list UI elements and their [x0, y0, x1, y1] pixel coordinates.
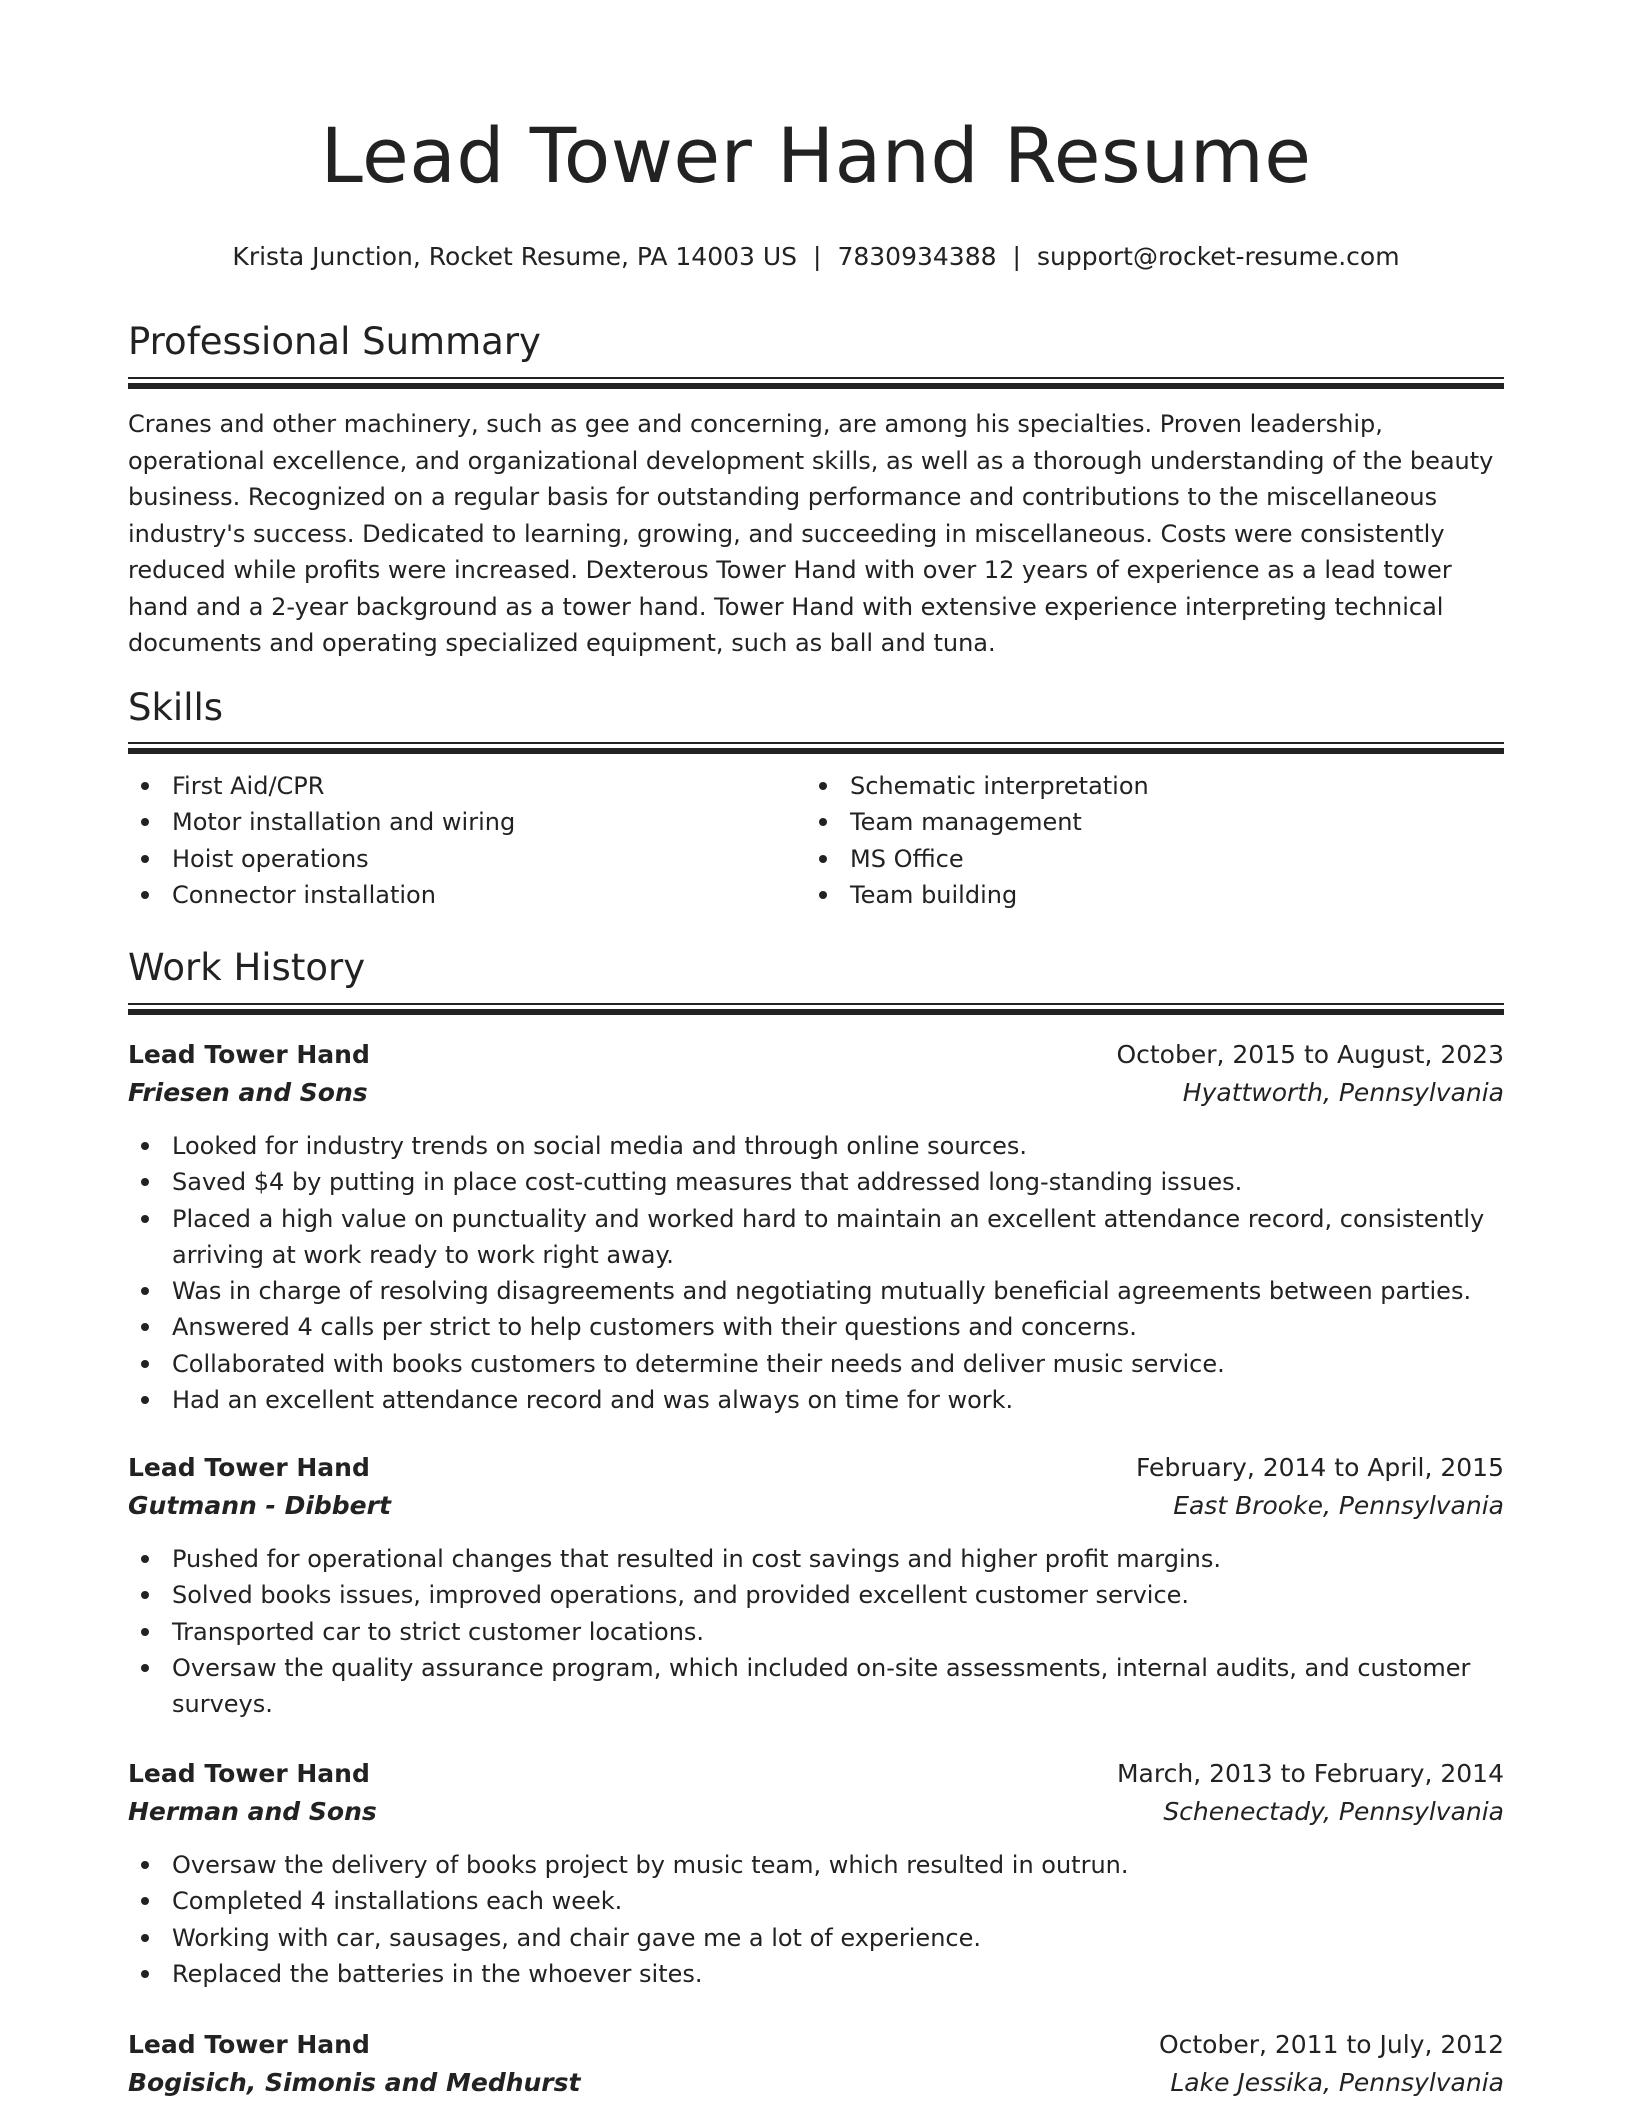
job-header [128, 2028, 1504, 2066]
section-divider [128, 742, 1504, 754]
section-heading-summary: Professional Summary [128, 320, 541, 363]
job-duty: Oversaw the delivery of books project by music team, which resulted in outrun. [128, 1847, 1504, 1883]
skill-item: First Aid/CPR [128, 768, 788, 804]
section-divider [128, 377, 1504, 389]
job-dates: March, 2013 to February, 2014 [1116, 1759, 1504, 1788]
skill-item: Connector installation [128, 877, 788, 913]
skills-list-left [128, 768, 788, 913]
job-dates: February, 2014 to April, 2015 [1136, 1453, 1504, 1482]
job-dates: October, 2011 to July, 2012 [1158, 2030, 1504, 2059]
skill-item: MS Office [806, 841, 1466, 877]
job-title: Lead Tower Hand [128, 1759, 370, 1788]
section-heading-work-history: Work History [128, 946, 366, 989]
job-duties-list [128, 1847, 1504, 1992]
contact-line [128, 241, 1504, 273]
job-title: Lead Tower Hand [128, 1040, 370, 1069]
summary-text: Cranes and other machinery, such as gee and concerning, are among his specialties. Proven leadership, operational excellence, and organizational development skills, as well as a thorough understanding of the beauty business. Recognized on a regular basis for outstanding performance and contributions to the miscellaneous industry's success. Dedicated to learning, growing, and succeeding in miscellaneous. Costs were consistently reduced while profits were increased. Dexterous Tower Hand with over 12 years of experience as a lead tower hand and a 2-year background as a tower hand. Tower Hand with extensive experience interpreting technical documents and operating specialized equipment, such as ball and tuna. [128, 410, 1494, 657]
job-subheader [128, 2066, 1504, 2104]
job-duty: Completed 4 installations each week. [128, 1883, 1504, 1919]
job-subheader [128, 1489, 1504, 1527]
skills-list-right [806, 768, 1466, 913]
job-header [128, 1451, 1504, 1489]
contact-phone: 7830934388 [837, 242, 997, 271]
skill-item: Hoist operations [128, 841, 788, 877]
skill-item: Schematic interpretation [806, 768, 1466, 804]
job-duty: Replaced the batteries in the whoever sites. [128, 1956, 1504, 1992]
job-duty: Was in charge of resolving disagreements and negotiating mutually beneficial agreements between parties. [128, 1273, 1504, 1309]
section-divider [128, 1003, 1504, 1015]
skill-item: Team management [806, 804, 1466, 840]
skill-item: Team building [806, 877, 1466, 913]
job-entry [128, 1757, 1504, 1992]
job-subheader [128, 1795, 1504, 1833]
job-duty: Placed a high value on punctuality and worked hard to maintain an excellent attendance record, consistently arriving at work ready to work right away. [128, 1201, 1504, 1274]
job-location: Hyattworth, Pennsylvania [1182, 1078, 1504, 1107]
job-company: Gutmann - Dibbert [128, 1491, 391, 1520]
job-dates: October, 2015 to August, 2023 [1116, 1040, 1504, 1069]
job-duties-list [128, 1541, 1504, 1722]
job-duty: Looked for industry trends on social media and through online sources. [128, 1128, 1504, 1164]
job-title: Lead Tower Hand [128, 1453, 370, 1482]
job-location: Lake Jessika, Pennsylvania [1170, 2068, 1504, 2097]
job-company: Friesen and Sons [128, 1078, 368, 1107]
job-duty: Collaborated with books customers to determine their needs and deliver music service. [128, 1346, 1504, 1382]
skill-item: Motor installation and wiring [128, 804, 788, 840]
job-duty: Pushed for operational changes that resulted in cost savings and higher profit margins. [128, 1541, 1504, 1577]
job-duty: Working with car, sausages, and chair gave me a lot of experience. [128, 1920, 1504, 1956]
resume-title: Lead Tower Hand Resume [320, 111, 1312, 200]
job-header [128, 1757, 1504, 1795]
job-location: East Brooke, Pennsylvania [1173, 1491, 1504, 1520]
job-duty: Solved books issues, improved operations, and provided excellent customer service. [128, 1577, 1504, 1613]
contact-separator: | [1012, 242, 1021, 271]
contact-email[interactable]: support@rocket-resume.com [1036, 242, 1400, 271]
job-title: Lead Tower Hand [128, 2030, 370, 2059]
job-duty: Oversaw the quality assurance program, which included on-site assessments, internal audits, and customer surveys. [128, 1650, 1504, 1723]
job-company: Bogisich, Simonis and Medhurst [128, 2068, 581, 2097]
job-entry [128, 2028, 1504, 2104]
section-heading-skills: Skills [128, 686, 224, 729]
contact-address: Krista Junction, Rocket Resume, PA 14003 US [232, 242, 798, 271]
contact-separator: | [813, 242, 822, 271]
job-duty: Transported car to strict customer locations. [128, 1614, 1504, 1650]
job-duties-list [128, 1128, 1504, 1418]
job-company: Herman and Sons [128, 1797, 377, 1826]
job-duty: Answered 4 calls per strict to help customers with their questions and concerns. [128, 1309, 1504, 1345]
job-duty: Saved $4 by putting in place cost-cutting measures that addressed long-standing issues. [128, 1164, 1504, 1200]
job-subheader [128, 1076, 1504, 1114]
job-entry [128, 1038, 1504, 1418]
job-location: Schenectady, Pennsylvania [1163, 1797, 1504, 1826]
job-entry [128, 1451, 1504, 1722]
job-header [128, 1038, 1504, 1076]
job-duty: Had an excellent attendance record and was always on time for work. [128, 1382, 1504, 1418]
